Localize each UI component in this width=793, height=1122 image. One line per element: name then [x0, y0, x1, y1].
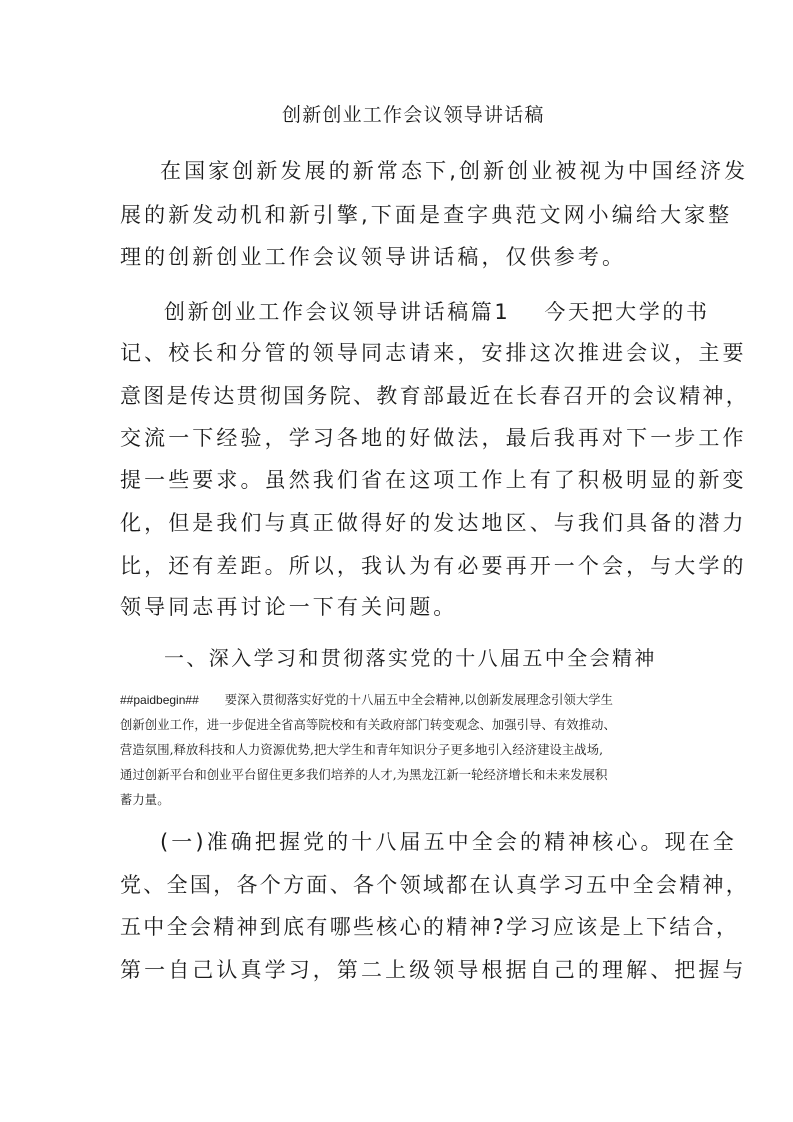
- speech-line: 领导同志再讨论一下有关问题。: [120, 595, 458, 619]
- small-line: 创新创业工作，进一步促进全省高等院校和有关政府部门转变观念、加强引导、有效推动、: [120, 718, 616, 732]
- speech-line: 意图是传达贯彻国务院、教育部最近在长春召开的会议精神，: [120, 384, 750, 408]
- sub-line: 党、全国，各个方面、各个领域都在认真学习五中全会精神，: [120, 873, 750, 897]
- speech-line: 化，但是我们与真正做得好的发达地区、与我们具备的潜力: [120, 511, 747, 535]
- speech-label: 创新创业工作会议领导讲话稿篇1: [164, 300, 511, 324]
- sub-line: (一)准确把握党的十八届五中全会的精神核心。现在全: [160, 830, 737, 854]
- small-first-line: [120, 694, 613, 706]
- intro-line-2: 展的新发动机和新引擎,下面是查字典范文网小编给大家整: [120, 203, 733, 227]
- small-first-text: 要深入贯彻落实好党的十八届五中全会精神,以创新发展理念引领大学生: [224, 693, 614, 707]
- speech-first-line: [164, 302, 710, 323]
- speech-first-text: 今天把大学的书: [544, 300, 710, 324]
- paid-marker: ##paidbegin##: [120, 693, 199, 707]
- speech-line: 交流一下经验，学习各地的好做法，最后我再对下一步工作: [120, 426, 747, 450]
- small-line: 蓄力量。: [120, 793, 170, 807]
- document-title: 创新创业工作会议领导讲话稿: [282, 104, 545, 126]
- intro-line-3: 理的创新创业工作会议领导讲话稿，仅供参考。: [120, 245, 627, 269]
- speech-line: 比，还有差距。所以，我认为有必要再开一个会，与大学的: [120, 554, 747, 578]
- speech-line: 记、校长和分管的领导同志请来，安排这次推进会议，主要: [120, 341, 747, 365]
- intro-line-1: 在国家创新发展的新常态下,创新创业被视为中国经济发: [160, 159, 749, 183]
- small-line: 营造氛围,释放科技和人力资源优势,把大学生和青年知识分子更多地引入经济建设主战场,: [120, 743, 604, 757]
- small-line: 通过创新平台和创业平台留住更多我们培养的人才,为黑龙江新一轮经济增长和未来发展积: [120, 768, 608, 782]
- speech-line: 提一些要求。虽然我们省在这项工作上有了积极明显的新变: [120, 468, 747, 492]
- sub-line: 第一自己认真学习，第二上级领导根据自己的理解、把握与: [120, 958, 747, 982]
- section-heading: 一、深入学习和贯彻落实党的十八届五中全会精神: [164, 646, 657, 670]
- sub-line: 五中全会精神到底有哪些核心的精神?学习应该是上下结合，: [120, 915, 740, 939]
